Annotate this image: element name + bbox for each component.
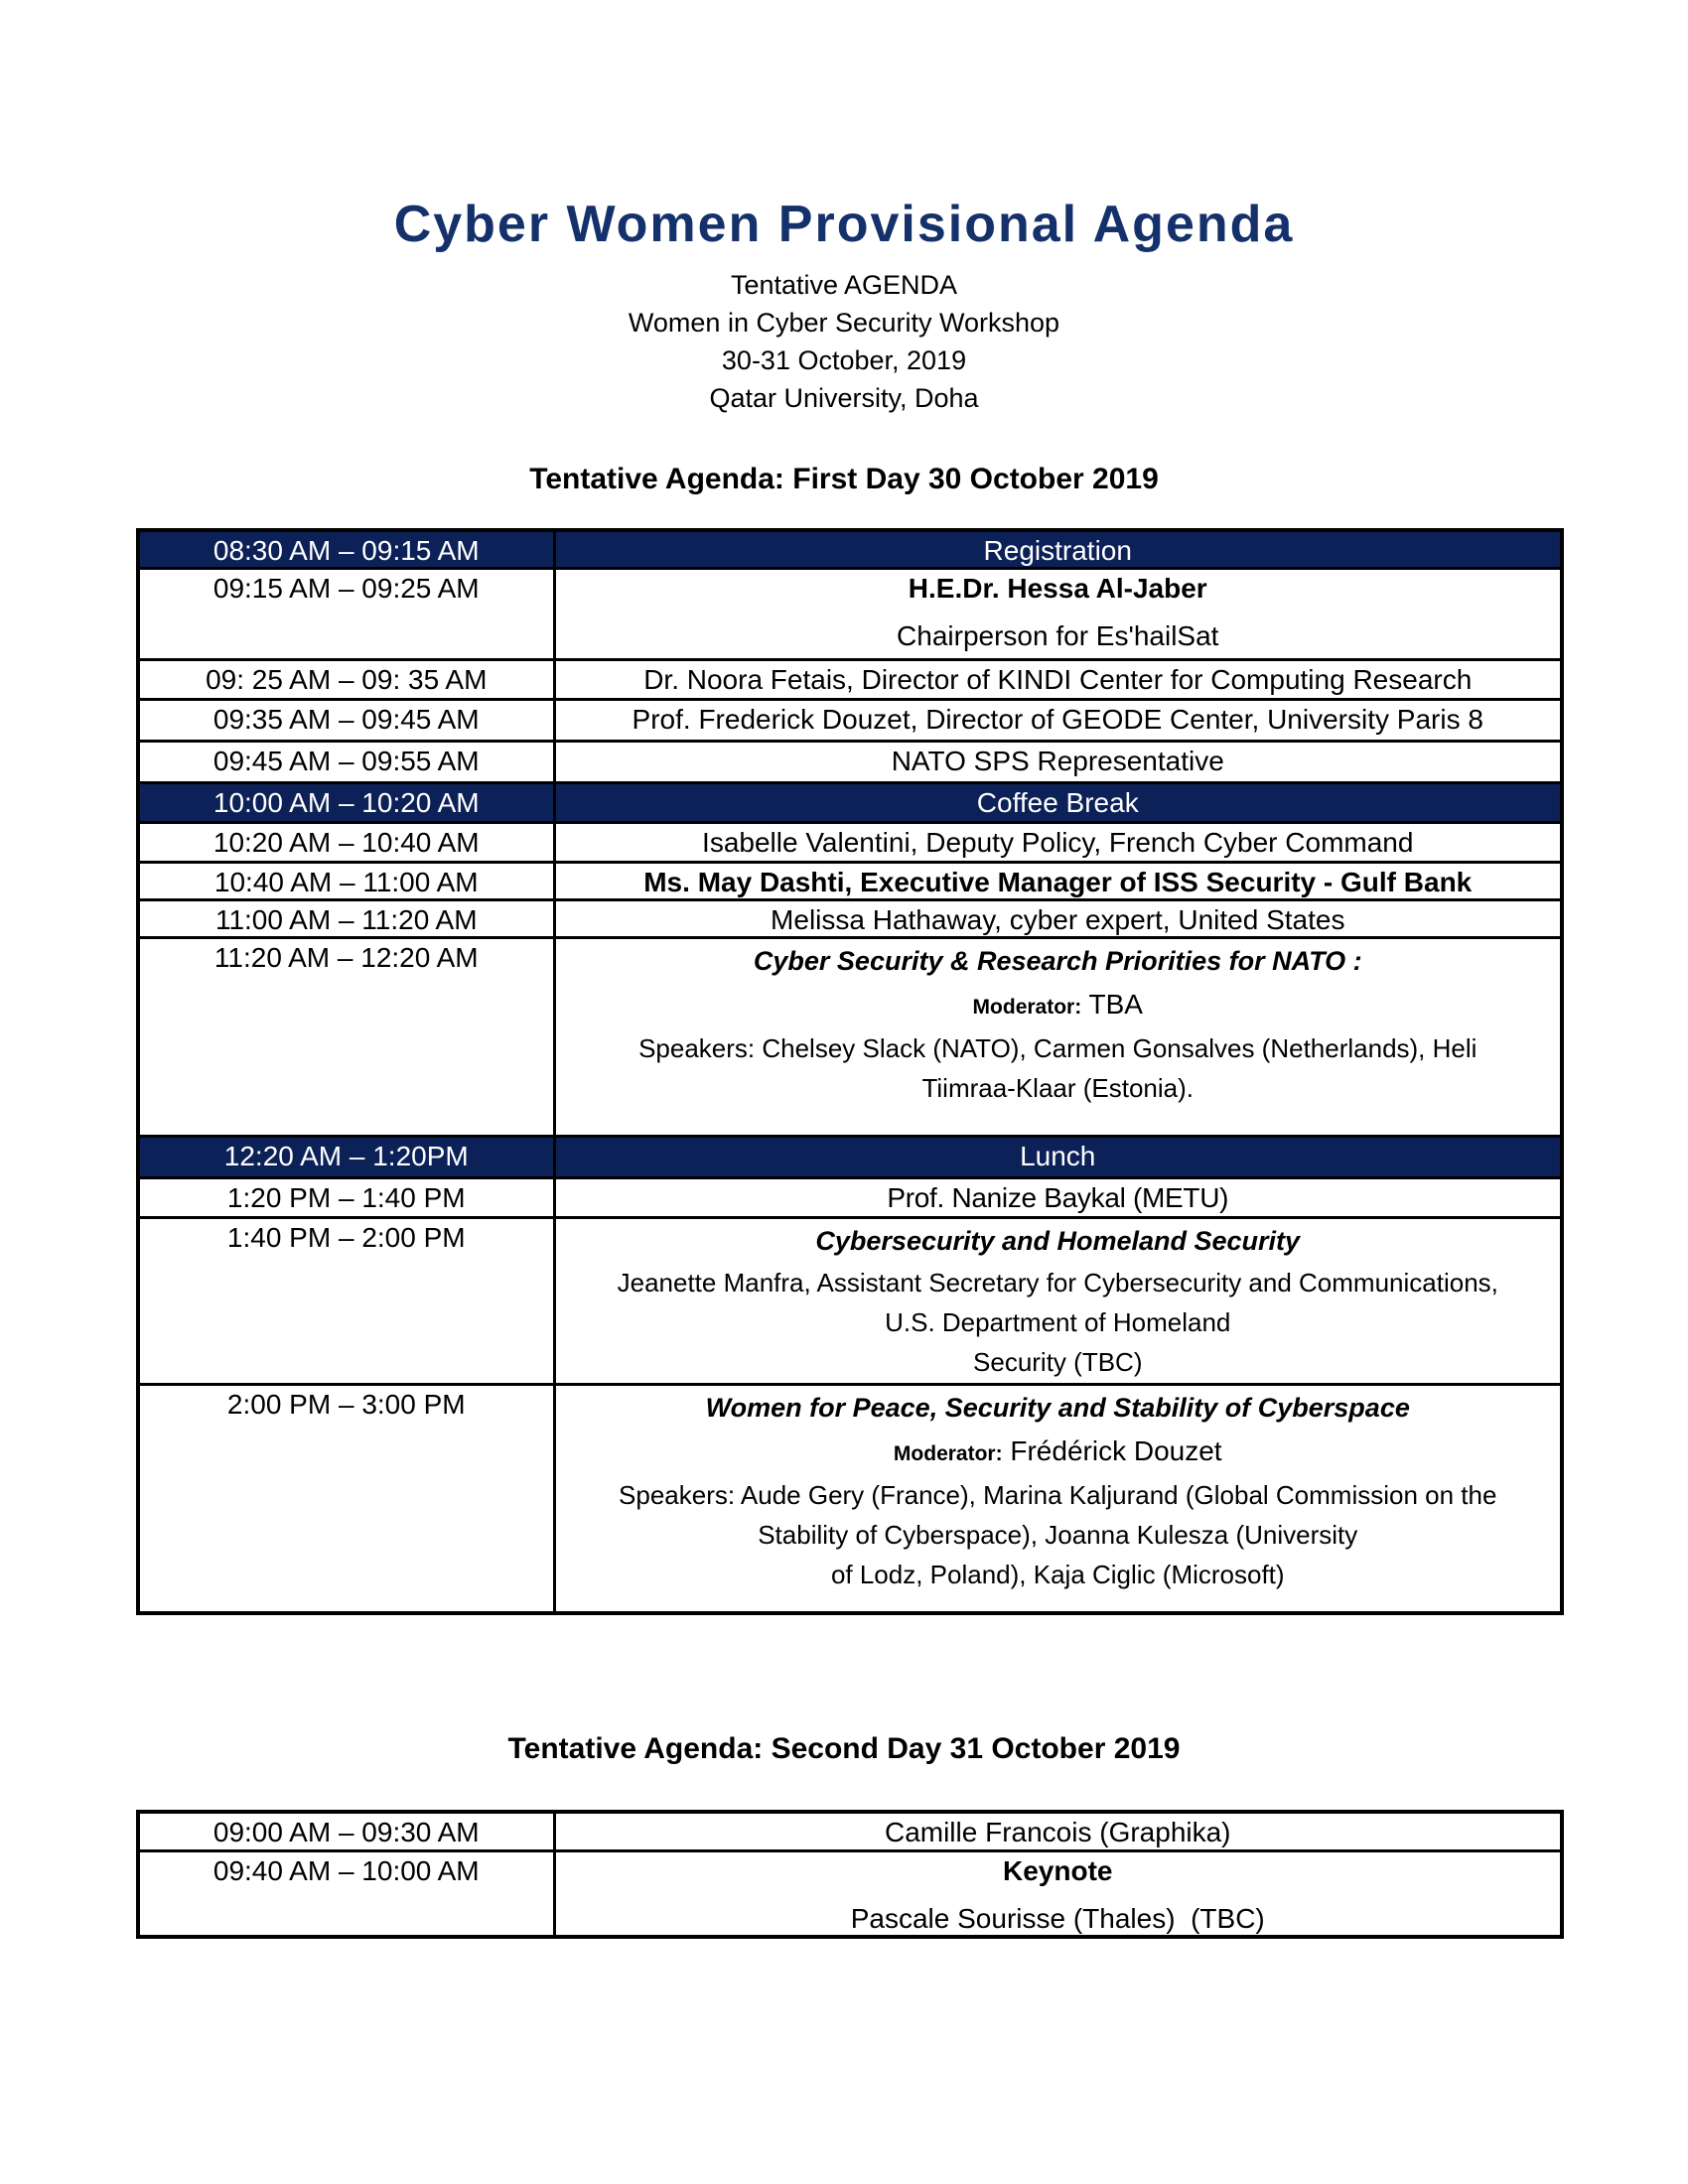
time-cell: 09:45 AM – 09:55 AM [138, 742, 554, 783]
time-cell: 10:40 AM – 11:00 AM [138, 863, 554, 900]
agenda-row [138, 700, 1562, 742]
session-cell: Prof. Nanize Baykal (METU) [554, 1178, 1562, 1218]
speaker-name: H.E.Dr. Hessa Al-Jaber [908, 573, 1207, 604]
session-cell [554, 1385, 1562, 1613]
day2-heading: Tentative Agenda: Second Day 31 October 2019 [507, 1731, 1181, 1765]
session-detail-line: Jeanette Manfra, Assistant Secretary for Cybersecurity and Communications, [617, 1268, 1498, 1297]
day2-agenda-table [136, 1810, 1564, 1940]
time-cell: 10:20 AM – 10:40 AM [138, 823, 554, 863]
session-cell [554, 569, 1562, 660]
moderator-name: TBA [1081, 989, 1143, 1020]
agenda-row [138, 863, 1562, 900]
session-detail-line: U.S. Department of Homeland [885, 1307, 1231, 1337]
session-detail-line: Security (TBC) [973, 1347, 1143, 1377]
time-cell: 2:00 PM – 3:00 PM [138, 1385, 554, 1613]
speakers-block [560, 1475, 1557, 1594]
document-title: Cyber Women Provisional Agenda [393, 196, 1295, 253]
time-cell: 11:20 AM – 12:20 AM [138, 938, 554, 1137]
time-cell: 09:35 AM – 09:45 AM [138, 700, 554, 742]
session-detail-block [560, 1263, 1557, 1382]
agenda-row [138, 742, 1562, 783]
time-cell: 12:20 AM – 1:20PM [138, 1137, 554, 1178]
moderator-label: Moderator: [972, 996, 1082, 1019]
time-cell: 1:40 PM – 2:00 PM [138, 1218, 554, 1385]
moderator-label: Moderator: [893, 1442, 1003, 1465]
session-cell [554, 1218, 1562, 1385]
session-title: Women for Peace, Security and Stability of Cyberspace [705, 1393, 1410, 1423]
speaker-role: Chairperson for Es'hailSat [897, 620, 1219, 651]
agenda-row [138, 569, 1562, 660]
time-cell: 10:00 AM – 10:20 AM [138, 783, 554, 823]
time-cell: 08:30 AM – 09:15 AM [138, 530, 554, 569]
session-cell: Ms. May Dashti, Executive Manager of ISS Security - Gulf Bank [554, 863, 1562, 900]
moderator-line [560, 989, 1557, 1021]
agenda-row [138, 1812, 1562, 1851]
agenda-row [138, 783, 1562, 823]
session-cell: Coffee Break [554, 783, 1562, 823]
session-cell [554, 938, 1562, 1137]
speakers-line: Speakers: Aude Gery (France), Marina Kaljurand (Global Commission on the [619, 1480, 1497, 1510]
agenda-row [138, 1851, 1562, 1938]
session-title: Cyber Security & Research Priorities for NATO : [753, 946, 1362, 976]
session-cell: Camille Francois (Graphika) [554, 1812, 1562, 1851]
agenda-row [138, 1178, 1562, 1218]
session-cell: Isabelle Valentini, Deputy Policy, French Cyber Command [554, 823, 1562, 863]
speakers-block [560, 1028, 1557, 1108]
time-cell: 11:00 AM – 11:20 AM [138, 900, 554, 938]
session-title: Keynote [1003, 1855, 1113, 1886]
moderator-line [560, 1435, 1557, 1467]
speakers-line: of Lodz, Poland), Kaja Ciglic (Microsoft) [830, 1560, 1285, 1589]
subtitle-line: Women in Cyber Security Workshop [628, 308, 1060, 338]
subtitle-line: 30-31 October, 2019 [721, 345, 967, 375]
agenda-row [138, 938, 1562, 1137]
time-cell: 09:00 AM – 09:30 AM [138, 1812, 554, 1851]
time-cell: 09: 25 AM – 09: 35 AM [138, 660, 554, 700]
agenda-row [138, 823, 1562, 863]
speaker-name: Pascale Sourisse (Thales) (TBC) [850, 1903, 1265, 1934]
agenda-row [138, 900, 1562, 938]
session-cell: NATO SPS Representative [554, 742, 1562, 783]
session-cell: Dr. Noora Fetais, Director of KINDI Center for Computing Research [554, 660, 1562, 700]
time-cell: 09:40 AM – 10:00 AM [138, 1851, 554, 1938]
session-cell: Lunch [554, 1137, 1562, 1178]
agenda-row [138, 530, 1562, 569]
speakers-line: Speakers: Chelsey Slack (NATO), Carmen Gonsalves (Netherlands), Heli [638, 1033, 1477, 1063]
time-cell: 09:15 AM – 09:25 AM [138, 569, 554, 660]
subtitle-block [0, 266, 1688, 417]
day1-heading: Tentative Agenda: First Day 30 October 2019 [529, 463, 1159, 495]
session-cell: Prof. Frederick Douzet, Director of GEODE Center, University Paris 8 [554, 700, 1562, 742]
session-cell: Registration [554, 530, 1562, 569]
time-cell: 1:20 PM – 1:40 PM [138, 1178, 554, 1218]
agenda-row [138, 1218, 1562, 1385]
moderator-name: Frédérick Douzet [1002, 1435, 1222, 1466]
session-cell: Melissa Hathaway, cyber expert, United States [554, 900, 1562, 938]
agenda-row [138, 1385, 1562, 1613]
session-cell [554, 1851, 1562, 1938]
subtitle-line: Tentative AGENDA [730, 270, 958, 300]
speakers-line: Stability of Cyberspace), Joanna Kulesza (University [758, 1520, 1358, 1550]
day1-agenda-table [136, 528, 1564, 1615]
agenda-row [138, 660, 1562, 700]
session-title: Cybersecurity and Homeland Security [815, 1226, 1301, 1256]
agenda-row [138, 1137, 1562, 1178]
speakers-line: Tiimraa-Klaar (Estonia). [921, 1073, 1195, 1103]
subtitle-line: Qatar University, Doha [709, 383, 979, 413]
